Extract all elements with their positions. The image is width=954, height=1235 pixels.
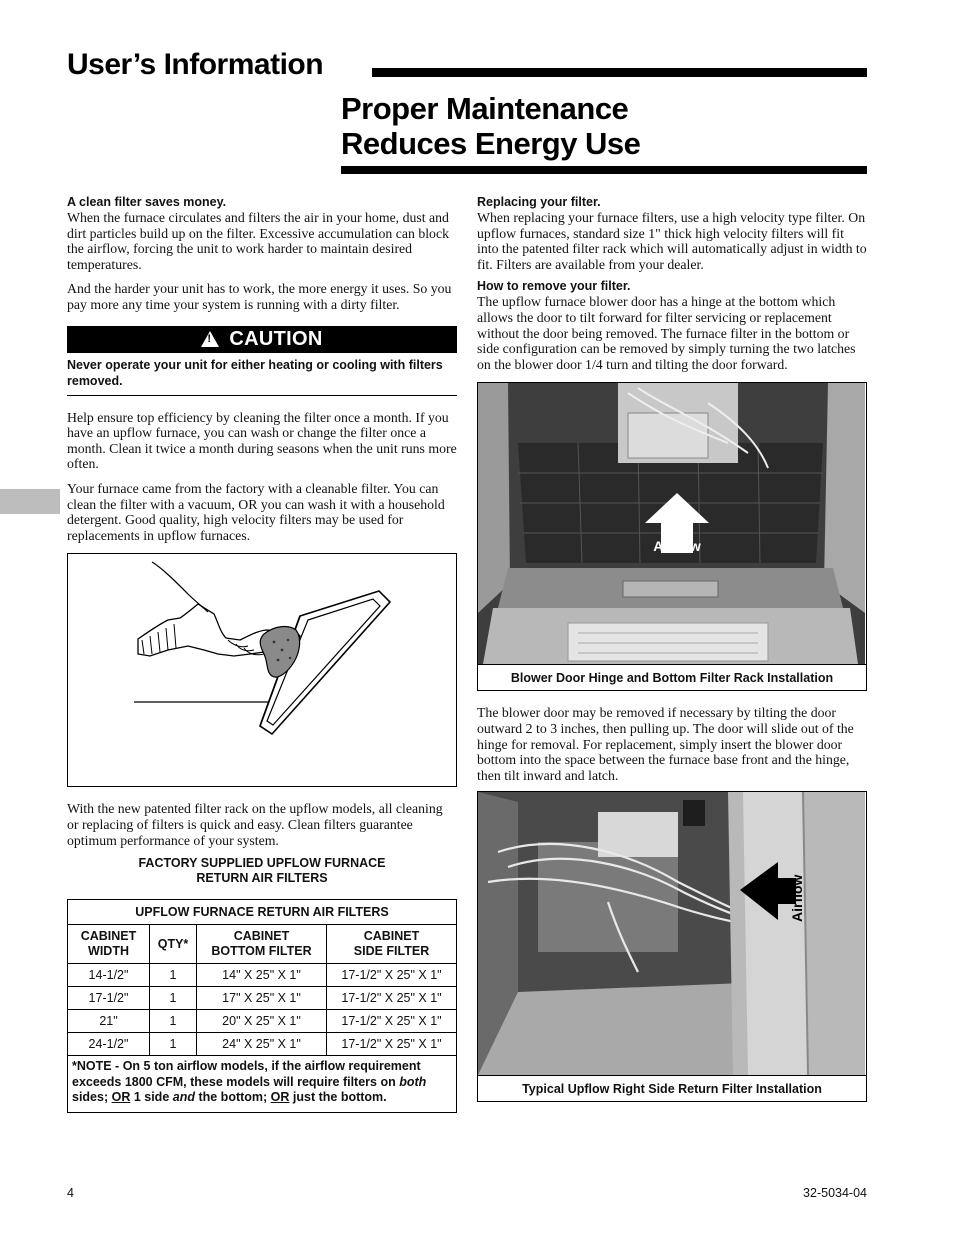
cell-bottom: 14" X 25" X 1"	[197, 964, 327, 987]
caution-label: CAUTION	[229, 327, 323, 350]
page-title	[341, 91, 640, 161]
caution-text: Never operate your unit for either heating or cooling with filters removed.	[67, 357, 443, 388]
header-side-line1: CABINET	[363, 929, 420, 944]
clean-filter-paragraph-1: When the furnace circulates and filters the air in your home, dust and dirt particles build up on the filter. Excessive accumulation can block the airflow, forcing the unit to work harder to maintain desired temperatures.	[67, 210, 449, 272]
side-return-photo	[477, 791, 867, 1102]
remove-paragraph: The upflow furnace blower door has a hinge at the bottom which allows the door to tilt forward for filter servicing or replacement without the door being removed. The furnace filter in the bottom or side configuration can be removed by simply turning the two latches on the blower door 1/4 turn and tilting the door forward.	[477, 294, 856, 372]
cell-qty: 1	[150, 964, 197, 987]
table-caption	[67, 856, 457, 886]
table-row	[68, 987, 457, 1010]
hand-holding-filter-illustration	[68, 554, 455, 785]
efficiency-paragraph: Help ensure top efficiency by cleaning the filter once a month. If you have an upflow furnace, you can wash or change the filter once a month. Clean it twice a month during seasons when the unit runs more often.	[67, 409, 457, 472]
cell-bottom: 20" X 25" X 1"	[197, 1010, 327, 1033]
header-side-line2: SIDE FILTER	[353, 944, 430, 959]
section-title: User’s Information	[67, 48, 324, 81]
replacing-heading: Replacing your filter.	[477, 195, 601, 209]
header-width-line1: CABINET	[80, 929, 137, 944]
photo2-caption: Typical Upflow Right Side Return Filter Installation	[478, 1075, 866, 1101]
page-number: 4	[67, 1186, 74, 1200]
filter-rack-paragraph: With the new patented filter rack on the upflow models, all cleaning or replacing of filters is quick and easy. Clean filters guarantee optimum performance of your system.	[67, 801, 443, 848]
header-bottom-line1: CABINET	[233, 929, 290, 944]
table-caption-line2: RETURN AIR FILTERS	[196, 871, 328, 886]
table-caption-line1: FACTORY SUPPLIED UPFLOW FURNACE	[138, 856, 386, 871]
bottom-filter-rack-photo	[478, 383, 865, 664]
replacing-paragraph: When replacing your furnace filters, use a high velocity type filter. On upflow furnaces, standard size 1" thick high velocity filters will fit into the patented filter rack which will automatically adjust in width to fit. Filters are available from your dealer.	[477, 210, 867, 272]
blower-door-photo	[477, 382, 867, 691]
cell-qty: 1	[150, 1033, 197, 1056]
header-bottom-line2: BOTTOM FILTER	[211, 944, 312, 959]
note-text: just the bottom.	[289, 1090, 387, 1105]
remove-heading: How to remove your filter.	[477, 279, 631, 294]
filter-cleaning-illustration	[67, 553, 457, 787]
table-note-row	[68, 1056, 457, 1113]
note-and: and	[172, 1090, 195, 1105]
cell-side: 17-1/2" X 25" X 1"	[327, 964, 457, 987]
caution-banner	[67, 326, 457, 353]
note-both: both	[399, 1074, 427, 1089]
photo1-caption: Blower Door Hinge and Bottom Filter Rack Installation	[478, 664, 866, 690]
note-or: OR	[270, 1090, 290, 1105]
note-text: 1 side	[130, 1090, 173, 1105]
header-bottom-filter	[197, 925, 327, 964]
cell-width: 17-1/2"	[68, 987, 150, 1010]
cell-width: 14-1/2"	[68, 964, 150, 987]
return-air-filters-table	[67, 899, 457, 1113]
header-rule	[372, 68, 867, 77]
table-title-row	[68, 900, 457, 925]
cell-qty: 1	[150, 1010, 197, 1033]
title-rule	[341, 166, 867, 174]
cell-bottom: 24" X 25" X 1"	[197, 1033, 327, 1056]
table-row	[68, 1010, 457, 1033]
table-row	[68, 1033, 457, 1056]
table-row	[68, 964, 457, 987]
note-text: the bottom;	[194, 1090, 271, 1105]
clean-filter-paragraph-2: And the harder your unit has to work, the more energy it uses. So you pay more any time your system is running with a dirty filter.	[67, 281, 452, 312]
cell-bottom: 17" X 25" X 1"	[197, 987, 327, 1010]
blower-door-paragraph: The blower door may be removed if necessary by tilting the door outward 2 to 3 inches, then pulling up. The door will slide out of the hinge for removal. For replacement, simply insert the blower door bottom into the space between the furnace base front and the hinge, then tilt inward and latch.	[477, 705, 854, 783]
cell-side: 17-1/2" X 25" X 1"	[327, 1033, 457, 1056]
cell-width: 21"	[68, 1010, 150, 1033]
table-title: UPFLOW FURNACE RETURN AIR FILTERS	[68, 900, 457, 925]
cell-side: 17-1/2" X 25" X 1"	[327, 1010, 457, 1033]
right-column	[477, 194, 867, 1102]
left-column	[67, 194, 457, 1113]
factory-filter-paragraph: Your furnace came from the factory with a cleanable filter. You can clean the filter with a vacuum, OR you can wash it with a household detergent. Good quality, high velocity filters may be used for replacements in upflow furnaces.	[67, 480, 445, 543]
caution-divider	[67, 395, 457, 396]
note-or: OR	[111, 1090, 131, 1105]
table-note	[68, 1056, 457, 1113]
clean-filter-heading: A clean filter saves money.	[67, 195, 227, 209]
note-text: sides;	[72, 1090, 112, 1105]
header-cabinet-width	[68, 925, 150, 964]
warning-triangle-icon	[201, 331, 219, 347]
page-title-line1: Proper Maintenance	[341, 91, 629, 126]
airflow-label: Airflow	[653, 538, 701, 555]
airflow-label: Airflow	[789, 874, 805, 923]
header-width-line2: WIDTH	[88, 944, 129, 959]
cell-width: 24-1/2"	[68, 1033, 150, 1056]
header-side-filter	[327, 925, 457, 964]
header-qty: QTY*	[150, 925, 197, 964]
page-title-line2: Reduces Energy Use	[341, 126, 641, 161]
side-filter-photo	[478, 792, 865, 1075]
side-tab-marker	[0, 489, 60, 514]
cell-qty: 1	[150, 987, 197, 1010]
table-header-row	[68, 925, 457, 964]
document-number: 32-5034-04	[803, 1186, 867, 1200]
cell-side: 17-1/2" X 25" X 1"	[327, 987, 457, 1010]
note-text: *NOTE - On 5 ton airflow models, if the airflow requirement exceeds 1800 CFM, these models will require filters on	[72, 1059, 421, 1089]
